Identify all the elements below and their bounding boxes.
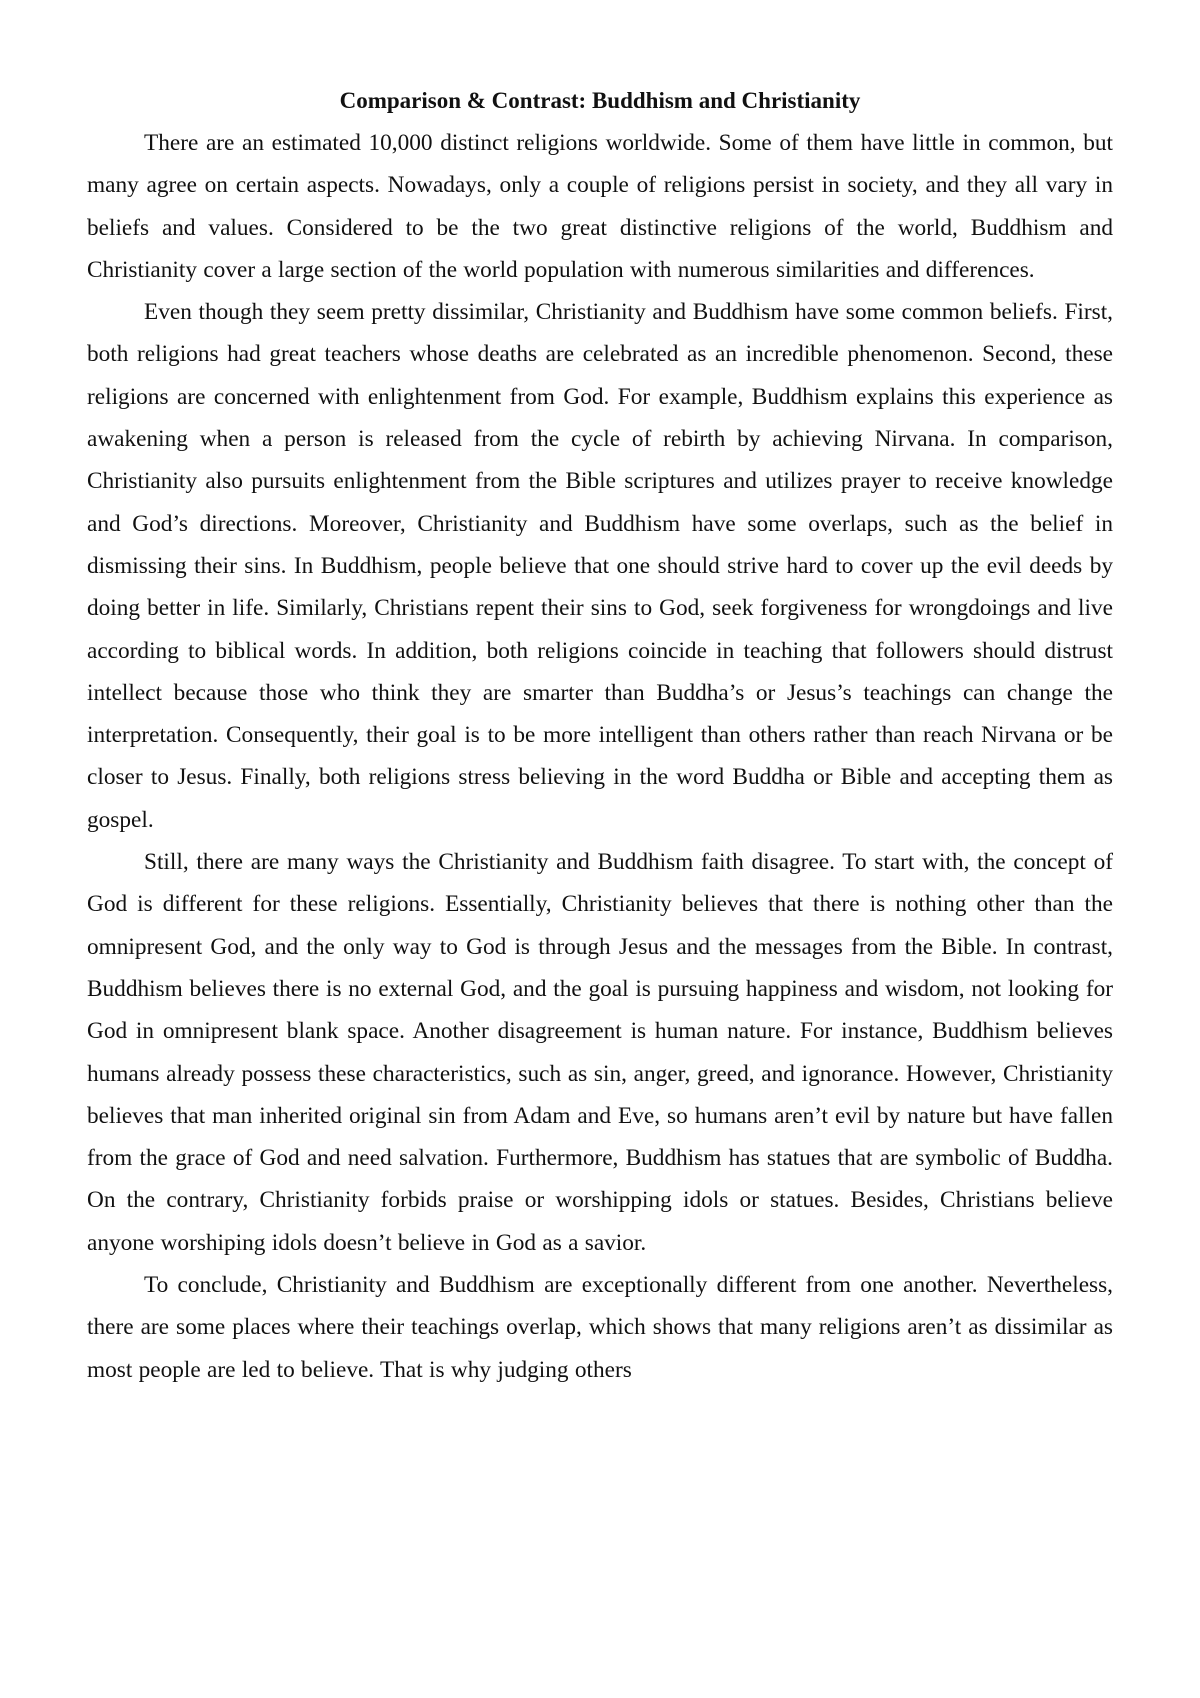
paragraph-introduction: There are an estimated 10,000 distinct religions worldwide. Some of them have little in common, but many agree on certain aspects. Nowadays, only a couple of religions persist in society, and they all vary in beliefs and values. Considered to be the two great distinctive religions of the world, Buddhism and Christianity cover a large section of the world population with numerous similarities and differences.	[87, 130, 1113, 283]
page-title: Comparison & Contrast: Buddhism and Christianity	[339, 88, 861, 113]
paragraph-differences: Still, there are many ways the Christianity and Buddhism faith disagree. To start with, the concept of God is different for these religions. Essentially, Christianity believes that there is nothing other than the omnipresent God, and the only way to God is through Jesus and the messages from the Bible. In contrast, Buddhism believes there is no external God, and the goal is pursuing happiness and wisdom, not looking for God in omnipresent blank space. Another disagreement is human nature. For instance, Buddhism believes humans already possess these characteristics, such as sin, anger, greed, and ignorance. However, Christianity believes that man inherited original sin from Adam and Eve, so humans aren’t evil by nature but have fallen from the grace of God and need salvation. Furthermore, Buddhism has statues that are symbolic of Buddha. On the contrary, Christianity forbids praise or worshipping idols or statues. Besides, Christians believe anyone worshiping idols doesn’t believe in God as a savior.	[87, 849, 1113, 1256]
paragraph-similarities: Even though they seem pretty dissimilar, Christianity and Buddhism have some common beliefs. First, both religions had great teachers whose deaths are celebrated as an incredible phenomenon. Second, these religions are concerned with enlightenment from God. For example, Buddhism explains this experience as awakening when a person is released from the cycle of rebirth by achieving Nirvana. In comparison, Christianity also pursuits enlightenment from the Bible scriptures and utilizes prayer to receive knowledge and God’s directions. Moreover, Christianity and Buddhism have some overlaps, such as the belief in dismissing their sins. In Buddhism, people believe that one should strive hard to cover up the evil deeds by doing better in life. Similarly, Christians repent their sins to God, seek forgiveness for wrongdoings and live according to biblical words. In addition, both religions coincide in teaching that followers should distrust intellect because those who think they are smarter than Buddha’s or Jesus’s teachings can change the interpretation. Consequently, their goal is to be more intelligent than others rather than reach Nirvana or be closer to Jesus. Finally, both religions stress believing in the word Buddha or Bible and accepting them as gospel.	[87, 299, 1113, 833]
paragraph-conclusion: To conclude, Christianity and Buddhism are exceptionally different from one another. Nevertheless, there are some places where their teachings overlap, which shows that many religions aren’t as dissimilar as most people are led to believe. That is why judging others	[87, 1272, 1113, 1383]
